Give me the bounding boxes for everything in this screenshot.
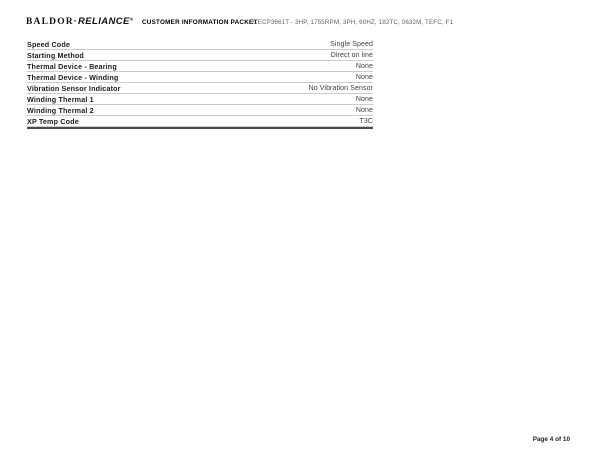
registered-trademark-icon: ® [129,17,134,22]
row-value: None [355,95,373,103]
table-row [27,61,373,72]
table-row [27,83,373,94]
row-label: Thermal Device - Bearing [27,61,117,71]
row-label: Speed Code [27,39,71,49]
document-header [0,0,600,30]
row-label: XP Temp Code [27,116,79,126]
table-row [27,105,373,116]
table-row [27,116,373,127]
product-description: CECP3661T - 3HP, 1755RPM, 3PH, 60HZ, 182TC, 0632M, TEFC, F1 [253,19,454,26]
row-value: Direct on line [330,51,373,59]
document-title: CUSTOMER INFORMATION PACKET [142,19,258,26]
row-label: Starting Method [27,50,84,60]
page-indicator: Page 4 of 10 [532,436,570,443]
row-value: None [355,106,373,114]
table-row [27,72,373,83]
baldor-reliance-logo [26,15,133,27]
row-label: Winding Thermal 1 [27,94,94,104]
row-value: None [355,73,373,81]
spec-table [27,39,373,129]
table-row [27,94,373,105]
row-value: T3C [359,117,373,125]
table-row [27,50,373,61]
row-label: Vibration Sensor Indicator [27,83,121,93]
row-value: None [355,62,373,70]
row-label: Winding Thermal 2 [27,105,94,115]
row-label: Thermal Device - Winding [27,72,119,82]
table-row [27,39,373,50]
row-value: Single Speed [330,40,373,48]
logo-text-baldor: BALDOR [26,17,74,27]
logo-separator-dot: · [73,16,78,27]
page-footer [533,428,570,446]
logo-text-reliance: RELIANCE [78,16,130,27]
row-value: No Vibration Sensor [308,84,373,92]
